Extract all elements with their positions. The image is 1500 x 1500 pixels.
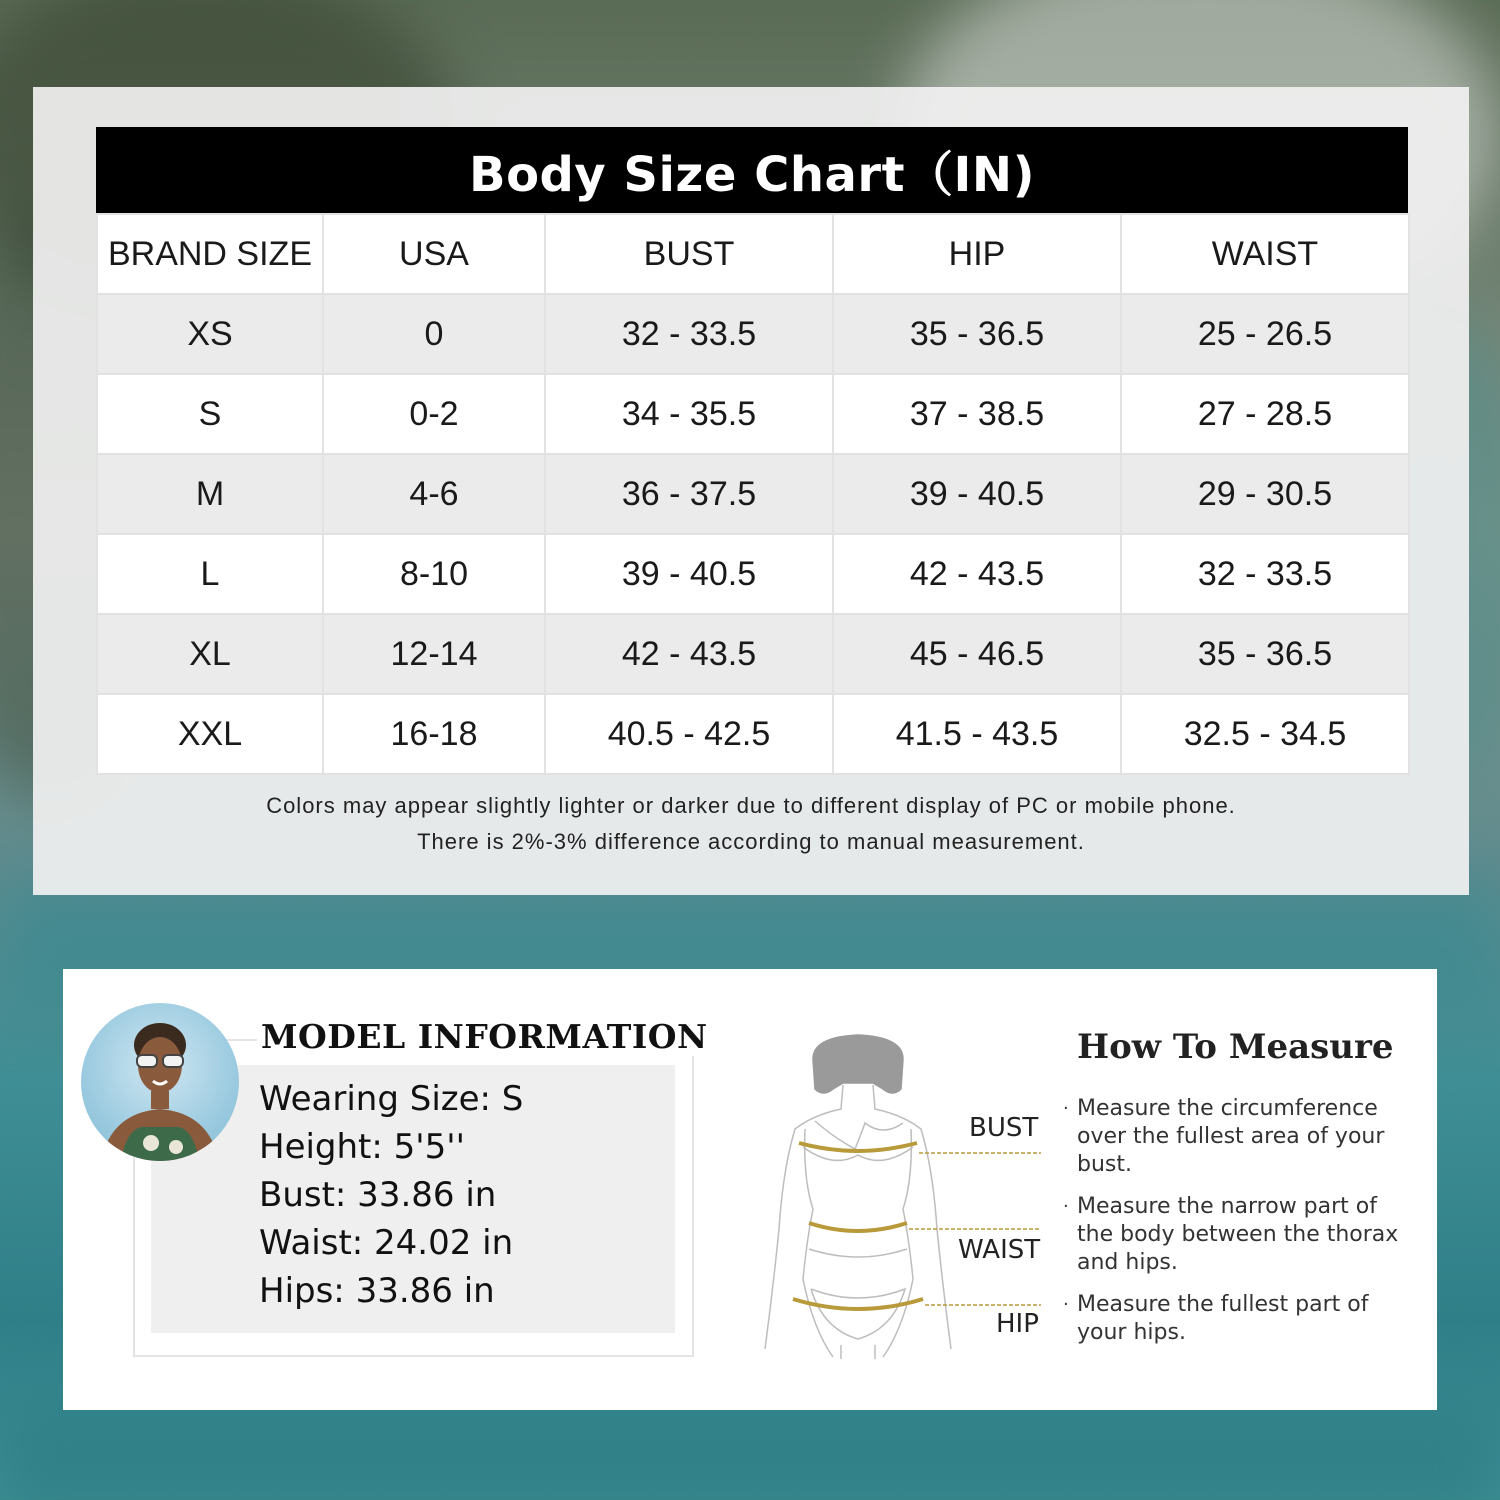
table-cell: 34 - 35.5: [545, 374, 833, 454]
table-row: [97, 294, 1409, 374]
column-header: BUST: [545, 214, 833, 294]
table-cell: 0: [323, 294, 545, 374]
column-header: WAIST: [1121, 214, 1409, 294]
table-cell: 32.5 - 34.5: [1121, 694, 1409, 774]
table-cell: 39 - 40.5: [545, 534, 833, 614]
measurement-difference-note: There is 2%-3% difference according to manual measurement.: [417, 829, 1085, 854]
table-cell: XS: [97, 294, 323, 374]
bullet-icon: ·: [1063, 1196, 1069, 1217]
size-table: [96, 213, 1410, 775]
model-waist: Waist: 24.02 in: [259, 1223, 514, 1263]
model-info-heading: MODEL INFORMATION: [257, 1017, 712, 1056]
instruction-text: Measure the narrow part of the body between the thorax and hips.: [1077, 1194, 1399, 1275]
measure-instruction-hip: [1063, 1291, 1403, 1347]
table-cell: 40.5 - 42.5: [545, 694, 833, 774]
background-pool-tiles: [0, 1400, 1500, 1500]
column-header: USA: [323, 214, 545, 294]
table-cell: M: [97, 454, 323, 534]
instruction-text: Measure the fullest part of your hips.: [1077, 1292, 1369, 1345]
table-cell: S: [97, 374, 323, 454]
table-cell: 36 - 37.5: [545, 454, 833, 534]
table-cell: 16-18: [323, 694, 545, 774]
model-bust: Bust: 33.86 in: [259, 1175, 497, 1215]
table-cell: XXL: [97, 694, 323, 774]
model-wearing-size: Wearing Size: S: [259, 1079, 524, 1119]
table-cell: 32 - 33.5: [545, 294, 833, 374]
model-photo-icon: [81, 1003, 239, 1161]
model-info-list: [259, 1075, 523, 1315]
table-cell: 35 - 36.5: [1121, 614, 1409, 694]
table-cell: 42 - 43.5: [545, 614, 833, 694]
waist-label: WAIST: [958, 1235, 1041, 1265]
bust-label: BUST: [969, 1113, 1039, 1143]
measure-instruction-bust: [1063, 1095, 1403, 1179]
column-header: BRAND SIZE: [97, 214, 323, 294]
table-cell: 27 - 28.5: [1121, 374, 1409, 454]
model-hips: Hips: 33.86 in: [259, 1271, 495, 1311]
table-cell: 45 - 46.5: [833, 614, 1121, 694]
bullet-icon: ·: [1063, 1294, 1069, 1315]
table-row: [97, 694, 1409, 774]
table-cell: 41.5 - 43.5: [833, 694, 1121, 774]
table-cell: 39 - 40.5: [833, 454, 1121, 534]
table-cell: 32 - 33.5: [1121, 534, 1409, 614]
table-row: [97, 614, 1409, 694]
display-color-note: Colors may appear slightly lighter or darker due to different display of PC or mobile phone.: [266, 793, 1236, 818]
table-header-row: [97, 214, 1409, 294]
bullet-icon: ·: [1063, 1098, 1069, 1119]
table-cell: 37 - 38.5: [833, 374, 1121, 454]
hip-label: HIP: [996, 1309, 1039, 1339]
column-header: HIP: [833, 214, 1121, 294]
table-row: [97, 454, 1409, 534]
model-avatar: [81, 1003, 239, 1161]
table-cell: 4-6: [323, 454, 545, 534]
table-cell: L: [97, 534, 323, 614]
table-cell: 42 - 43.5: [833, 534, 1121, 614]
table-cell: 12-14: [323, 614, 545, 694]
table-cell: 29 - 30.5: [1121, 454, 1409, 534]
model-info-card: [63, 969, 1437, 1410]
table-cell: 0-2: [323, 374, 545, 454]
size-chart-card: [33, 87, 1469, 895]
table-row: [97, 534, 1409, 614]
model-height: Height: 5'5'': [259, 1127, 465, 1167]
instruction-text: Measure the circumference over the fullest area of your bust.: [1077, 1096, 1385, 1177]
how-to-measure-list: [1063, 1095, 1403, 1361]
table-cell: XL: [97, 614, 323, 694]
size-chart-title: Body Size Chart（IN): [96, 127, 1408, 213]
how-to-measure-title: How To Measure: [1077, 1027, 1394, 1067]
table-row: [97, 374, 1409, 454]
table-cell: 25 - 26.5: [1121, 294, 1409, 374]
table-cell: 35 - 36.5: [833, 294, 1121, 374]
measure-instruction-waist: [1063, 1193, 1403, 1277]
table-cell: 8-10: [323, 534, 545, 614]
